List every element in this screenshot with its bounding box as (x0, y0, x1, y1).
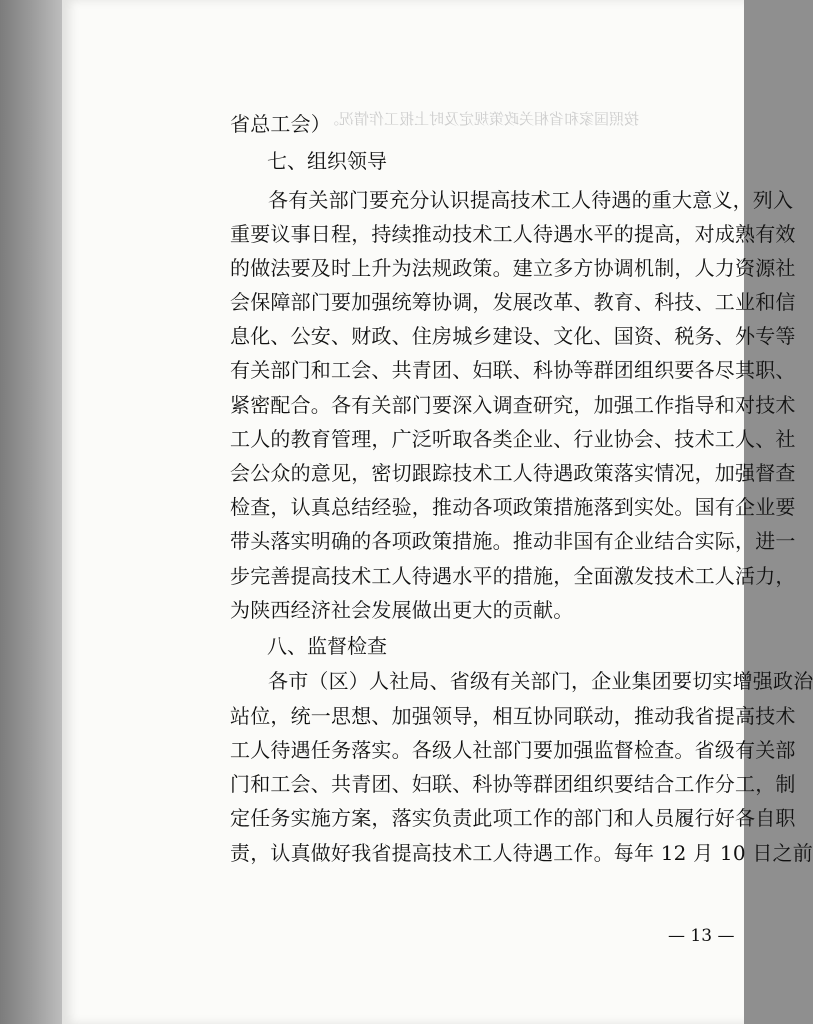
section-7-heading: 七、组织领导 (267, 149, 387, 173)
carryover-line: 省总工会） (230, 112, 331, 136)
document-page (62, 0, 813, 1024)
show-through-text: 按照国家和省相关政策规定及时上报工作情况。 (324, 110, 640, 128)
section-8-line-1: 各市（区）人社局、省级有关部门，企业集团要切实增强政治 (268, 669, 813, 693)
scan-left-edge (0, 0, 62, 1024)
section-7-line-11: 带头落实明确的各项政策措施。推动非国有企业结合实际，进一 (230, 529, 796, 553)
section-8-line-4: 门和工会、共青团、妇联、科协等群团组织要结合工作分工，制 (230, 772, 796, 796)
section-8-line-6: 责，认真做好我省提高技术工人待遇工作。每年 12 月 10 日之前 (230, 841, 813, 865)
section-8-heading: 八、监督检查 (267, 634, 387, 658)
section-7-line-12: 步完善提高技术工人待遇水平的措施，全面激发技术工人活力， (230, 564, 796, 588)
section-7-line-4: 会保障部门要加强统筹协调，发展改革、教育、科技、工业和信 (230, 290, 796, 314)
section-7-line-1: 各有关部门要充分认识提高技术工人待遇的重大意义，列入 (268, 188, 794, 212)
section-7-line-10: 检查，认真总结经验，推动各项政策措施落到实处。国有企业要 (230, 495, 796, 519)
section-7-line-5: 息化、公安、财政、住房城乡建设、文化、国资、税务、外专等 (230, 324, 796, 348)
section-7-line-13: 为陕西经济社会发展做出更大的贡献。 (230, 598, 574, 622)
section-8-line-3: 工人待遇任务落实。各级人社部门要加强监督检查。省级有关部 (230, 738, 796, 762)
section-7-line-3: 的做法要及时上升为法规政策。建立多方协调机制，人力资源社 (230, 256, 796, 280)
section-7-line-2: 重要议事日程，持续推动技术工人待遇水平的提高，对成熟有效 (230, 222, 796, 246)
section-8-line-5: 定任务实施方案，落实负责此项工作的部门和人员履行好各自职 (230, 806, 796, 830)
section-7-line-7: 紧密配合。各有关部门要深入调查研究，加强工作指导和对技术 (230, 393, 796, 417)
section-7-line-8: 工人的教育管理，广泛听取各类企业、行业协会、技术工人、社 (230, 427, 796, 451)
page-number: — 13 — (668, 926, 735, 946)
section-7-line-9: 会公众的意见，密切跟踪技术工人待遇政策落实情况，加强督查 (230, 461, 796, 485)
section-7-line-6: 有关部门和工会、共青团、妇联、科协等群团组织要各尽其职、 (230, 358, 796, 382)
section-8-line-2: 站位，统一思想、加强领导，相互协同联动，推动我省提高技术 (230, 704, 796, 728)
